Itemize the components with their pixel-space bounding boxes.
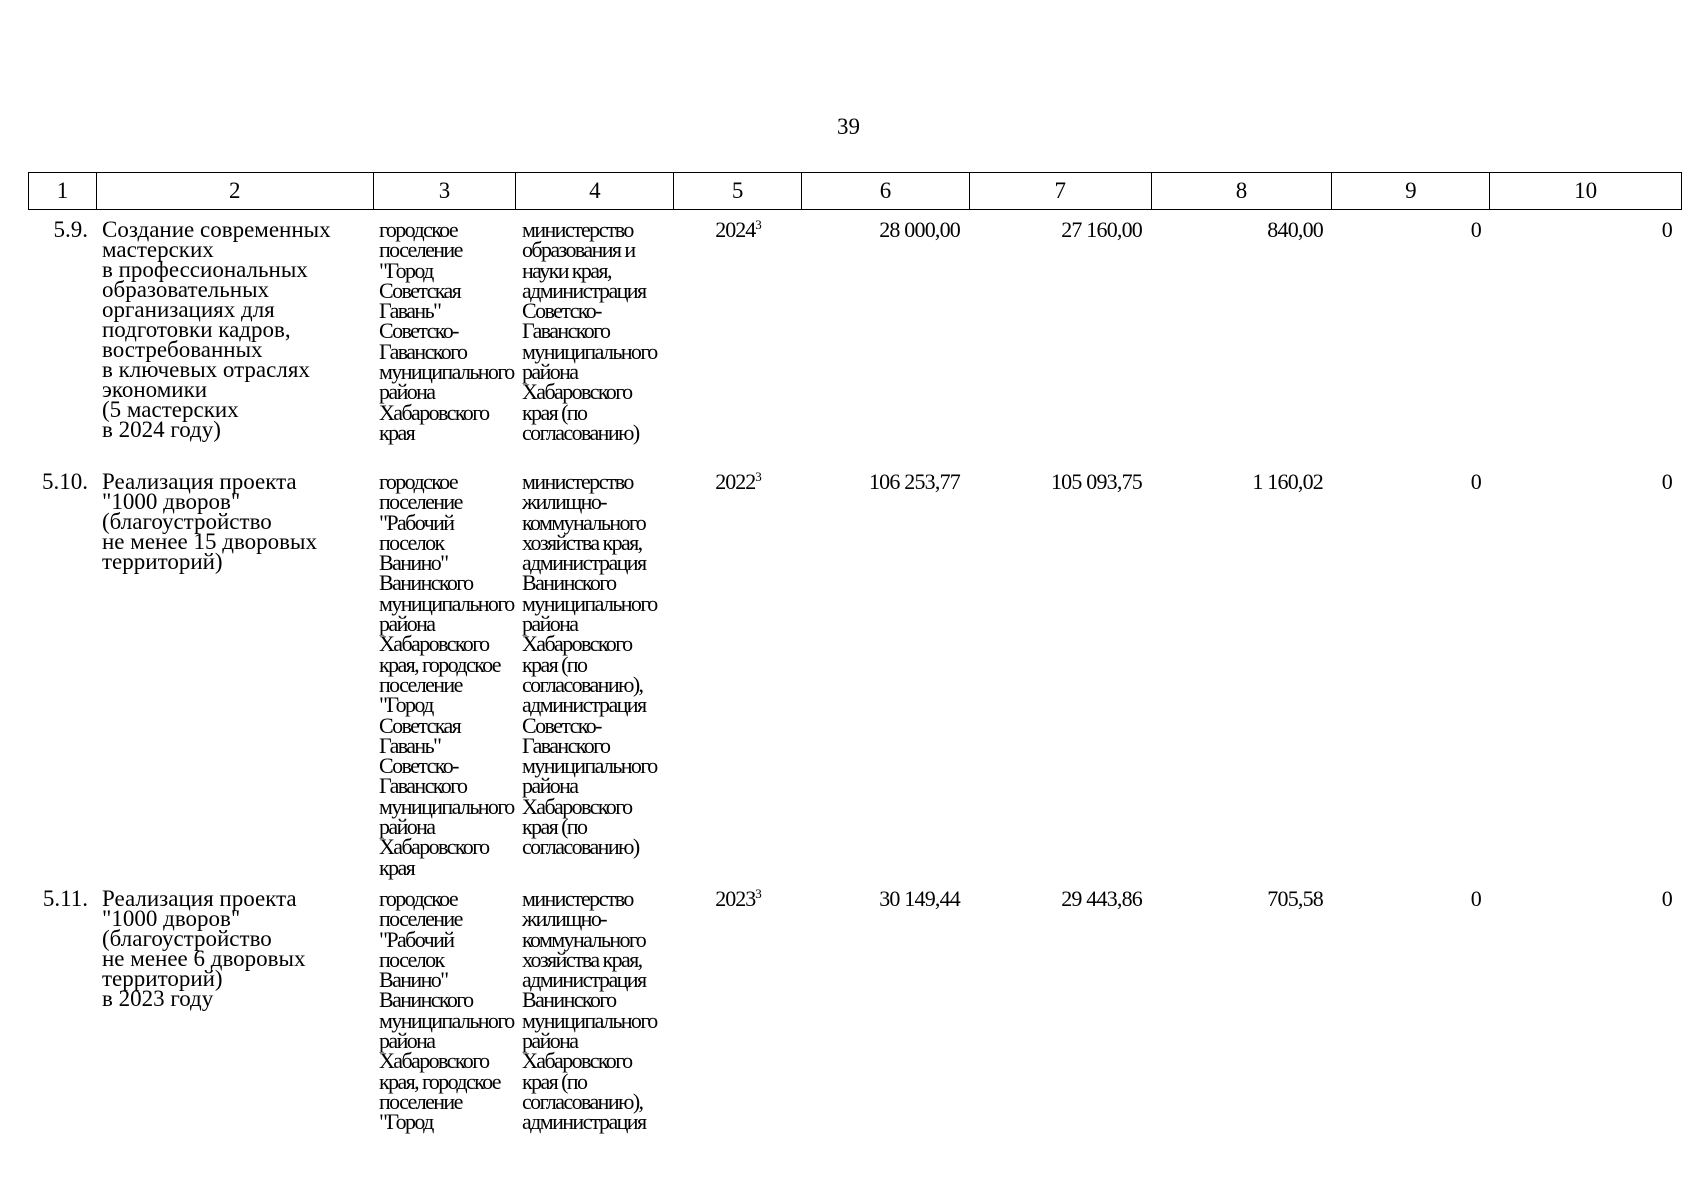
table-row	[28, 886, 1682, 1149]
measure-name: Реализация проекта "1000 дворов" (благоустройство не менее 6 дворовых территорий) в 2023 году	[102, 886, 306, 1011]
header-col-5: 5	[674, 173, 802, 209]
header-col-8: 8	[1152, 173, 1333, 209]
value-col-8: 1 160,02	[1252, 469, 1323, 494]
value-col-10: 0	[1661, 469, 1672, 494]
territory: городское поселение "Город Советская Гавань" Советско- Гаванского муниципального района Хабаровского края	[379, 217, 514, 445]
value-col-6: 106 253,77	[868, 469, 960, 494]
value-col-9: 0	[1470, 469, 1481, 494]
value-col-7: 27 160,00	[1061, 217, 1142, 242]
header-col-3: 3	[374, 173, 517, 209]
value-col-9: 0	[1470, 217, 1481, 242]
year	[674, 217, 802, 472]
executor: министерство образования и науки края, администрация Советско- Гаванского муниципального района Хабаровского края (по согласованию)	[522, 217, 657, 445]
executor: министерство жилищно- коммунального хозяйства края, администрация Ванинского муниципального района Хабаровского края (по согласованию), администрация	[522, 886, 657, 1135]
value-col-6: 30 149,44	[879, 886, 960, 911]
year-footnote: 3	[755, 217, 761, 232]
year-footnote: 3	[755, 469, 761, 484]
year-value: 2023	[715, 886, 756, 911]
table-header	[28, 172, 1682, 210]
executor: министерство жилищно- коммунального хозяйства края, администрация Ванинского муниципального района Хабаровского края (по согласованию), администрация Советско- Гаванского муниципального района Хабаровского края (по согласованию)	[522, 469, 657, 860]
year-value: 2022	[715, 469, 756, 494]
value-col-7: 29 443,86	[1061, 886, 1142, 911]
value-col-8: 840,00	[1267, 217, 1323, 242]
header-col-6: 6	[802, 173, 970, 209]
value-col-7: 105 093,75	[1050, 469, 1142, 494]
header-col-10: 10	[1574, 178, 1598, 203]
table-row	[28, 469, 1682, 889]
value-col-6: 28 000,00	[879, 217, 960, 242]
value-col-10: 0	[1661, 217, 1672, 242]
table-body	[28, 217, 1682, 1149]
header-col-4: 4	[516, 173, 674, 209]
year-value: 2024	[715, 217, 756, 242]
header-col-7: 7	[970, 173, 1152, 209]
territory: городское поселение "Рабочий поселок Ванино" Ванинского муниципального района Хабаровского края, городское поселение "Город	[379, 886, 514, 1135]
page-number: 39	[837, 114, 860, 139]
header-col-9: 9	[1332, 173, 1490, 209]
header-col-1: 1	[29, 173, 97, 209]
row-number: 5.11.	[42, 886, 88, 911]
value-col-10: 0	[1661, 886, 1672, 911]
value-col-9: 0	[1470, 886, 1481, 911]
measure-name: Реализация проекта "1000 дворов" (благоустройство не менее 15 дворовых территорий)	[102, 469, 317, 574]
value-col-8: 705,58	[1267, 886, 1323, 911]
row-number: 5.10.	[42, 469, 88, 494]
header-col-2: 2	[97, 173, 374, 209]
measure-name: Создание современных мастерских в профессиональных образовательных организациях для подготовки кадров, востребованных в ключевых отраслях экономики (5 мастерских в 2024 году)	[102, 217, 331, 442]
territory: городское поселение "Рабочий поселок Ванино" Ванинского муниципального района Хабаровского края, городское поселение "Город Советская Гавань" Советско- Гаванского муниципального района Хабаровского края	[379, 469, 514, 880]
row-number: 5.9.	[53, 217, 88, 242]
year	[674, 469, 802, 889]
year-footnote: 3	[755, 886, 761, 901]
year	[674, 886, 802, 1149]
table-row	[28, 217, 1682, 472]
